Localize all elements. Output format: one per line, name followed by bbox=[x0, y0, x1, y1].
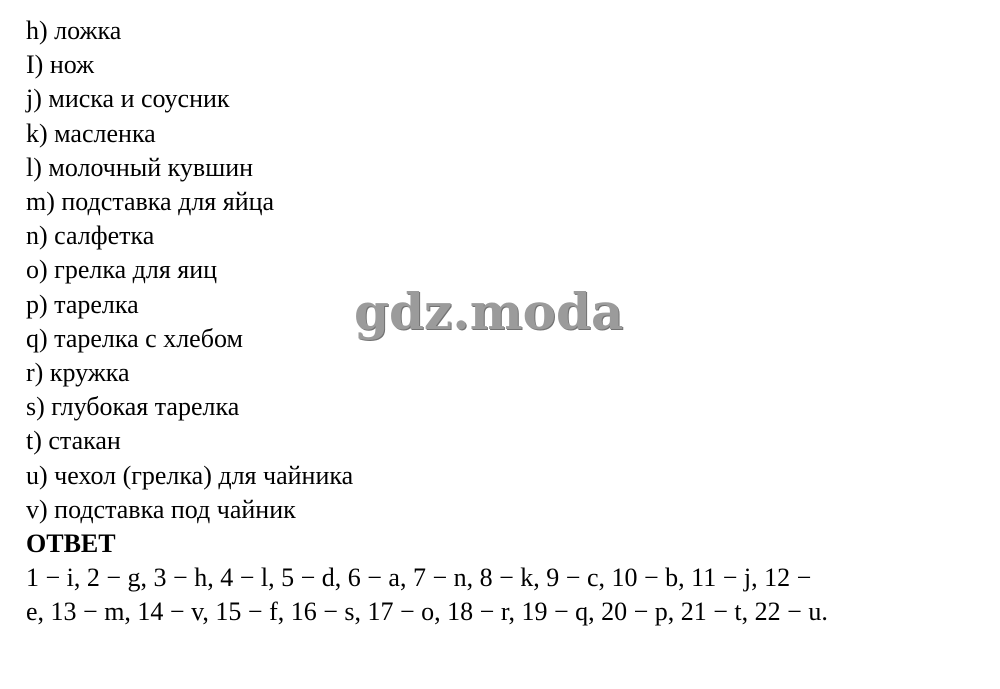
list-item: o) грелка для яиц bbox=[26, 255, 218, 285]
list-item: r) кружка bbox=[26, 358, 130, 388]
list-item: k) масленка bbox=[26, 118, 156, 148]
list-item: m) подставка для яйца bbox=[26, 187, 275, 217]
list-item: s) глубокая тарелка bbox=[26, 392, 240, 422]
list-item: l) молочный кувшин bbox=[26, 152, 254, 182]
answer-heading: ОТВЕТ bbox=[26, 529, 116, 559]
answer-text-line: e, 13 − m, 14 − v, 15 − f, 16 − s, 17 − o, 18 − r, 19 − q, 20 − p, 21 − t, 22 − u. bbox=[26, 597, 828, 627]
list-item: p) тарелка bbox=[26, 289, 139, 319]
list-item: q) тарелка с хлебом bbox=[26, 323, 243, 353]
list-item: t) стакан bbox=[26, 426, 121, 456]
list-item: n) салфетка bbox=[26, 221, 155, 251]
answer-text-line: 1 − i, 2 − g, 3 − h, 4 − l, 5 − d, 6 − a, 7 − n, 8 − k, 9 − c, 10 − b, 11 − j, 12 − bbox=[26, 563, 812, 593]
list-item: v) подставка под чайник bbox=[26, 494, 296, 524]
list-item: h) ложка bbox=[26, 16, 122, 45]
list-item: u) чехол (грелка) для чайника bbox=[26, 460, 354, 490]
watermark: gdz.moda bbox=[354, 282, 624, 341]
list-item: I) нож bbox=[26, 50, 95, 80]
list-item: j) миска и соусник bbox=[26, 84, 230, 114]
